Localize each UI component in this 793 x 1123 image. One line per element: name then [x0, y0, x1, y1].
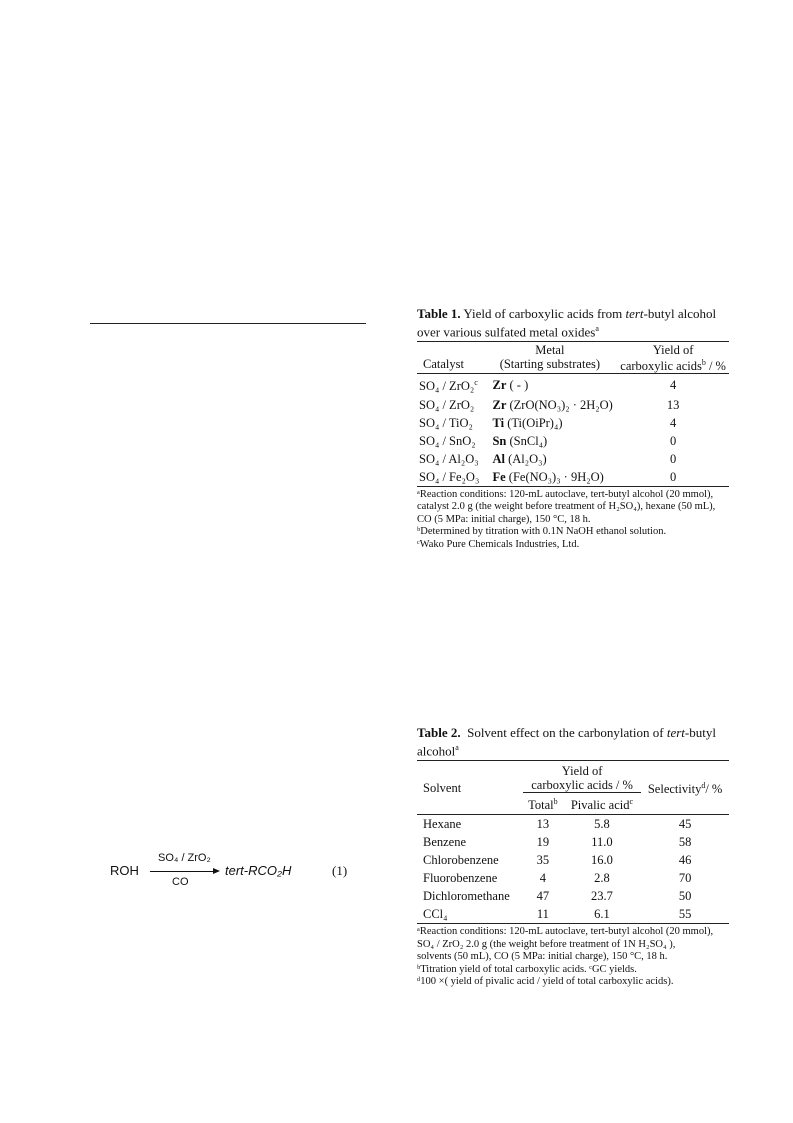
- cell-pivalic: 6.1: [594, 907, 610, 922]
- substrate-text: (Ti(OiPr)₄): [507, 415, 563, 430]
- footnote-line: ᵈ100 ×( yield of pivalic acid / yield of total carboxylic acids).: [417, 976, 674, 988]
- cell-pivalic: 5.8: [594, 817, 610, 832]
- yield-label: carboxylic acids: [620, 359, 702, 374]
- table-1-label: Table 1.: [417, 306, 461, 321]
- caption-text-2: -butyl alcohol: [417, 725, 716, 759]
- col-yield-group: [523, 761, 641, 793]
- section-rule: [90, 323, 366, 324]
- table-row: [417, 468, 729, 487]
- table-2-footnotes: [417, 926, 729, 989]
- cell-selectivity: 58: [678, 835, 692, 850]
- cell-solvent: Benzene: [423, 835, 467, 850]
- metal-symbol: Ti: [492, 415, 505, 430]
- cell-total: 13: [536, 817, 550, 832]
- equation-product: tert-RCO₂H: [225, 863, 292, 878]
- reaction-arrow-icon: [150, 871, 218, 872]
- equation-number: (1): [332, 863, 348, 878]
- cell-selectivity: 50: [678, 889, 692, 904]
- table-1-footnotes: [417, 489, 729, 552]
- yield-sup: b: [701, 358, 706, 368]
- caption-footnote-mark: a: [595, 324, 599, 333]
- footnote-line: ᶜWako Pure Chemicals Industries, Ltd.: [417, 538, 580, 550]
- selectivity-label: Selectivity: [647, 782, 702, 797]
- cell-pivalic: 2.8: [594, 871, 610, 886]
- total-sup: b: [553, 797, 558, 807]
- equation-catalyst: SO₄ / ZrO₂: [158, 852, 211, 864]
- cell-metal: [482, 450, 617, 468]
- col-catalyst: Catalyst: [417, 342, 482, 374]
- cell-yield: 0: [670, 451, 677, 466]
- col-yield-top: Yield of: [652, 343, 694, 358]
- cell-pivalic: 23.7: [591, 889, 613, 904]
- cell-yield: 0: [670, 433, 677, 448]
- footnote-line: ᵃReaction conditions: 120-mL autoclave, tert-butyl alcohol (20 mmol),: [417, 926, 714, 938]
- pivalic-label: Pivalic acid: [570, 798, 630, 813]
- cell-metal: [482, 374, 617, 396]
- metal-symbol: Zr: [492, 378, 507, 393]
- table-1-caption: [417, 306, 729, 339]
- col-total: [523, 793, 563, 815]
- catalyst-text: SO₄ / TiO₂: [419, 415, 473, 430]
- table-row: [417, 851, 729, 869]
- metal-symbol: Al: [492, 451, 505, 466]
- cell-metal: [482, 414, 617, 432]
- footnote-line: CO (5 MPa: initial charge), 150 °C, 18 h.: [417, 513, 591, 525]
- cell-selectivity: 55: [678, 907, 692, 922]
- cell-yield: 13: [666, 397, 680, 412]
- col-yield-bottom: [617, 356, 729, 374]
- table-2-caption: [417, 725, 729, 758]
- cell-solvent: Dichloromethane: [423, 889, 510, 904]
- table-row: [417, 815, 729, 834]
- substrate-text: (SnCl₄): [509, 433, 548, 448]
- cell-metal: [482, 396, 617, 414]
- cell-solvent: Hexane: [423, 817, 462, 832]
- caption-text: Yield of carboxylic acids from: [463, 306, 623, 321]
- table-row: [417, 887, 729, 905]
- cell-catalyst: [417, 396, 482, 414]
- caption-text-2: -butyl alcohol over various sulfated metal oxides: [417, 306, 717, 340]
- equation-reactant: ROH: [110, 863, 139, 878]
- substrate-text: (Fe(NO₃)₃ · 9H₂O): [508, 469, 604, 484]
- cell-total: 4: [539, 871, 546, 886]
- footnote-line: ᵇDetermined by titration with 0.1N NaOH ethanol solution.: [417, 526, 667, 538]
- cell-solvent: CCl₄: [423, 907, 448, 922]
- cell-metal: [482, 432, 617, 450]
- cell-selectivity: 70: [678, 871, 692, 886]
- cell-pivalic: 16.0: [591, 853, 613, 868]
- cell-catalyst: [417, 468, 482, 487]
- substrate-text: (Al₂O₃): [508, 451, 547, 466]
- table-row: [417, 396, 729, 414]
- footnote-line: catalyst 2.0 g (the weight before treatment of H₂SO₄), hexane (50 mL),: [417, 501, 716, 513]
- selectivity-sup: d: [701, 781, 706, 791]
- table-row: [417, 833, 729, 851]
- catalyst-text: SO₄ / ZrO₂: [419, 397, 475, 412]
- cell-catalyst: [417, 432, 482, 450]
- yield-unit: / %: [705, 359, 726, 374]
- metal-symbol: Sn: [492, 433, 507, 448]
- catalyst-text: SO₄ / ZrO₂: [419, 379, 475, 394]
- catalyst-text: SO₄ / Al₂O₃: [419, 451, 479, 466]
- metal-symbol: Fe: [492, 469, 506, 484]
- table-2-grid: [417, 760, 729, 924]
- cell-pivalic: 11.0: [591, 835, 613, 850]
- cell-yield: 0: [670, 469, 677, 484]
- table-row: [417, 374, 729, 396]
- table-row: [417, 414, 729, 432]
- cell-catalyst: [417, 450, 482, 468]
- footnote-line: SO₄ / ZrO₂ 2.0 g (the weight before treatment of 1N H₂SO₄ ),: [417, 938, 676, 950]
- yield-top: Yield of: [561, 764, 603, 779]
- selectivity-unit: / %: [705, 782, 723, 797]
- caption-italic: tert: [666, 725, 685, 740]
- table-2-label: Table 2.: [417, 725, 461, 740]
- cell-selectivity: 45: [678, 817, 692, 832]
- cell-catalyst: [417, 374, 482, 396]
- caption-italic: tert: [625, 306, 644, 321]
- footnote-line: ᵇTitration yield of total carboxylic acids. ᶜGC yields.: [417, 963, 637, 975]
- yield-bottom: carboxylic acids / %: [531, 778, 633, 793]
- table-2: [417, 725, 729, 989]
- cell-metal: [482, 468, 617, 487]
- table-row: [417, 869, 729, 887]
- cell-selectivity: 46: [678, 853, 692, 868]
- table-row: [417, 905, 729, 924]
- table-1: [417, 306, 729, 551]
- col-metal-bottom: (Starting substrates): [499, 357, 601, 372]
- substrate-text: ( - ): [509, 378, 529, 393]
- footnote-line: ᵃReaction conditions: 120-mL autoclave, tert-butyl alcohol (20 mmol),: [417, 488, 714, 500]
- catalyst-text: SO₄ / Fe₂O₃: [419, 469, 480, 484]
- caption-text: Solvent effect on the carbonylation of: [467, 725, 664, 740]
- caption-footnote-mark: a: [455, 743, 459, 752]
- cell-solvent: Fluorobenzene: [423, 871, 498, 886]
- table-1-grid: [417, 341, 729, 486]
- col-solvent: Solvent: [417, 761, 523, 815]
- catalyst-sup: c: [474, 378, 478, 388]
- table-row: [417, 450, 729, 468]
- cell-yield: 4: [670, 415, 677, 430]
- cell-catalyst: [417, 414, 482, 432]
- cell-solvent: Chlorobenzene: [423, 853, 499, 868]
- pivalic-sup: c: [629, 797, 634, 807]
- substrate-text: (ZrO(NO₃)₂ · 2H₂O): [509, 397, 613, 412]
- cell-total: 19: [536, 835, 550, 850]
- table-row: [417, 432, 729, 450]
- col-selectivity: [641, 761, 729, 815]
- cell-yield: 4: [670, 378, 677, 393]
- col-metal-top: Metal: [535, 343, 565, 358]
- footnote-line: solvents (50 mL), CO (5 MPa: initial charge), 150 °C, 18 h.: [417, 951, 668, 963]
- col-pivalic: [563, 793, 641, 815]
- catalyst-text: SO₄ / SnO₂: [419, 433, 476, 448]
- cell-total: 11: [536, 907, 549, 922]
- total-label: Total: [528, 798, 554, 813]
- cell-total: 35: [536, 853, 550, 868]
- metal-symbol: Zr: [492, 397, 507, 412]
- cell-total: 47: [536, 889, 550, 904]
- equation-reagent: CO: [172, 876, 189, 888]
